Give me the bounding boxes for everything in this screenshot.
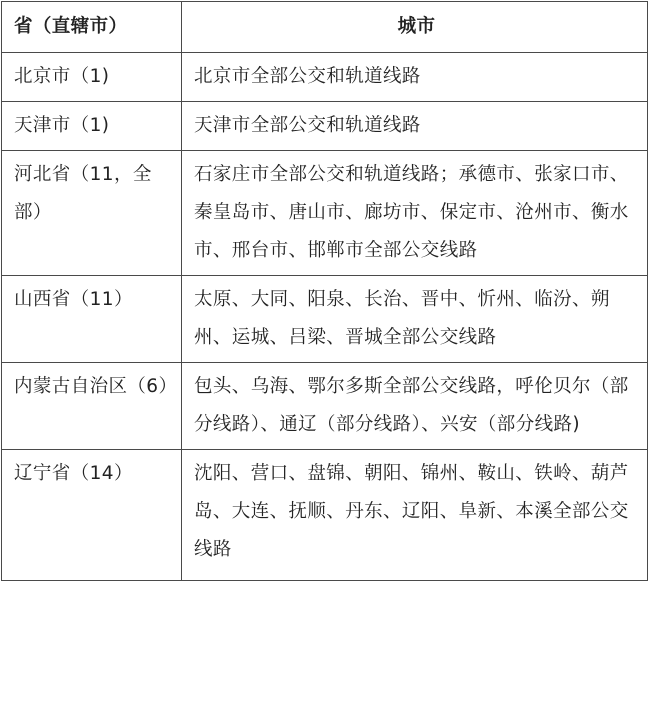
table-row-hebei <box>2 151 648 276</box>
city-cell: 天津市全部公交和轨道线路 <box>182 102 648 151</box>
table-row-beijing <box>2 53 648 102</box>
city-cell: 太原、大同、阳泉、长治、晋中、忻州、临汾、朔州、运城、吕梁、晋城全部公交线路 <box>182 276 648 363</box>
province-cell: 山西省（11） <box>2 276 182 363</box>
city-cell: 包头、乌海、鄂尔多斯全部公交线路，呼伦贝尔（部分线路）、通辽（部分线路）、兴安（部分线路) <box>182 363 648 450</box>
table-row-tianjin <box>2 102 648 151</box>
table-header <box>2 2 648 53</box>
province-column-header: 省（直辖市） <box>2 2 182 53</box>
province-cell: 天津市（1) <box>2 102 182 151</box>
province-cell: 北京市（1) <box>2 53 182 102</box>
province-cell: 内蒙古自治区（6） <box>2 363 182 450</box>
city-cell: 沈阳、营口、盘锦、朝阳、锦州、鞍山、铁岭、葫芦岛、大连、抚顺、丹东、辽阳、阜新、本溪全部公交线路 <box>182 450 648 581</box>
city-cell: 北京市全部公交和轨道线路 <box>182 53 648 102</box>
table-row-liaoning <box>2 450 648 581</box>
table-row-inner-mongolia <box>2 363 648 450</box>
table-body <box>2 53 648 581</box>
table-row-shanxi <box>2 276 648 363</box>
city-column-header: 城市 <box>182 2 648 53</box>
province-cell: 河北省（11，全部） <box>2 151 182 276</box>
province-cell: 辽宁省（14） <box>2 450 182 581</box>
province-city-table <box>1 1 648 581</box>
city-cell: 石家庄市全部公交和轨道线路；承德市、张家口市、秦皇岛市、唐山市、廊坊市、保定市、沧州市、衡水市、邢台市、邯郸市全部公交线路 <box>182 151 648 276</box>
table-header-row <box>2 2 648 53</box>
